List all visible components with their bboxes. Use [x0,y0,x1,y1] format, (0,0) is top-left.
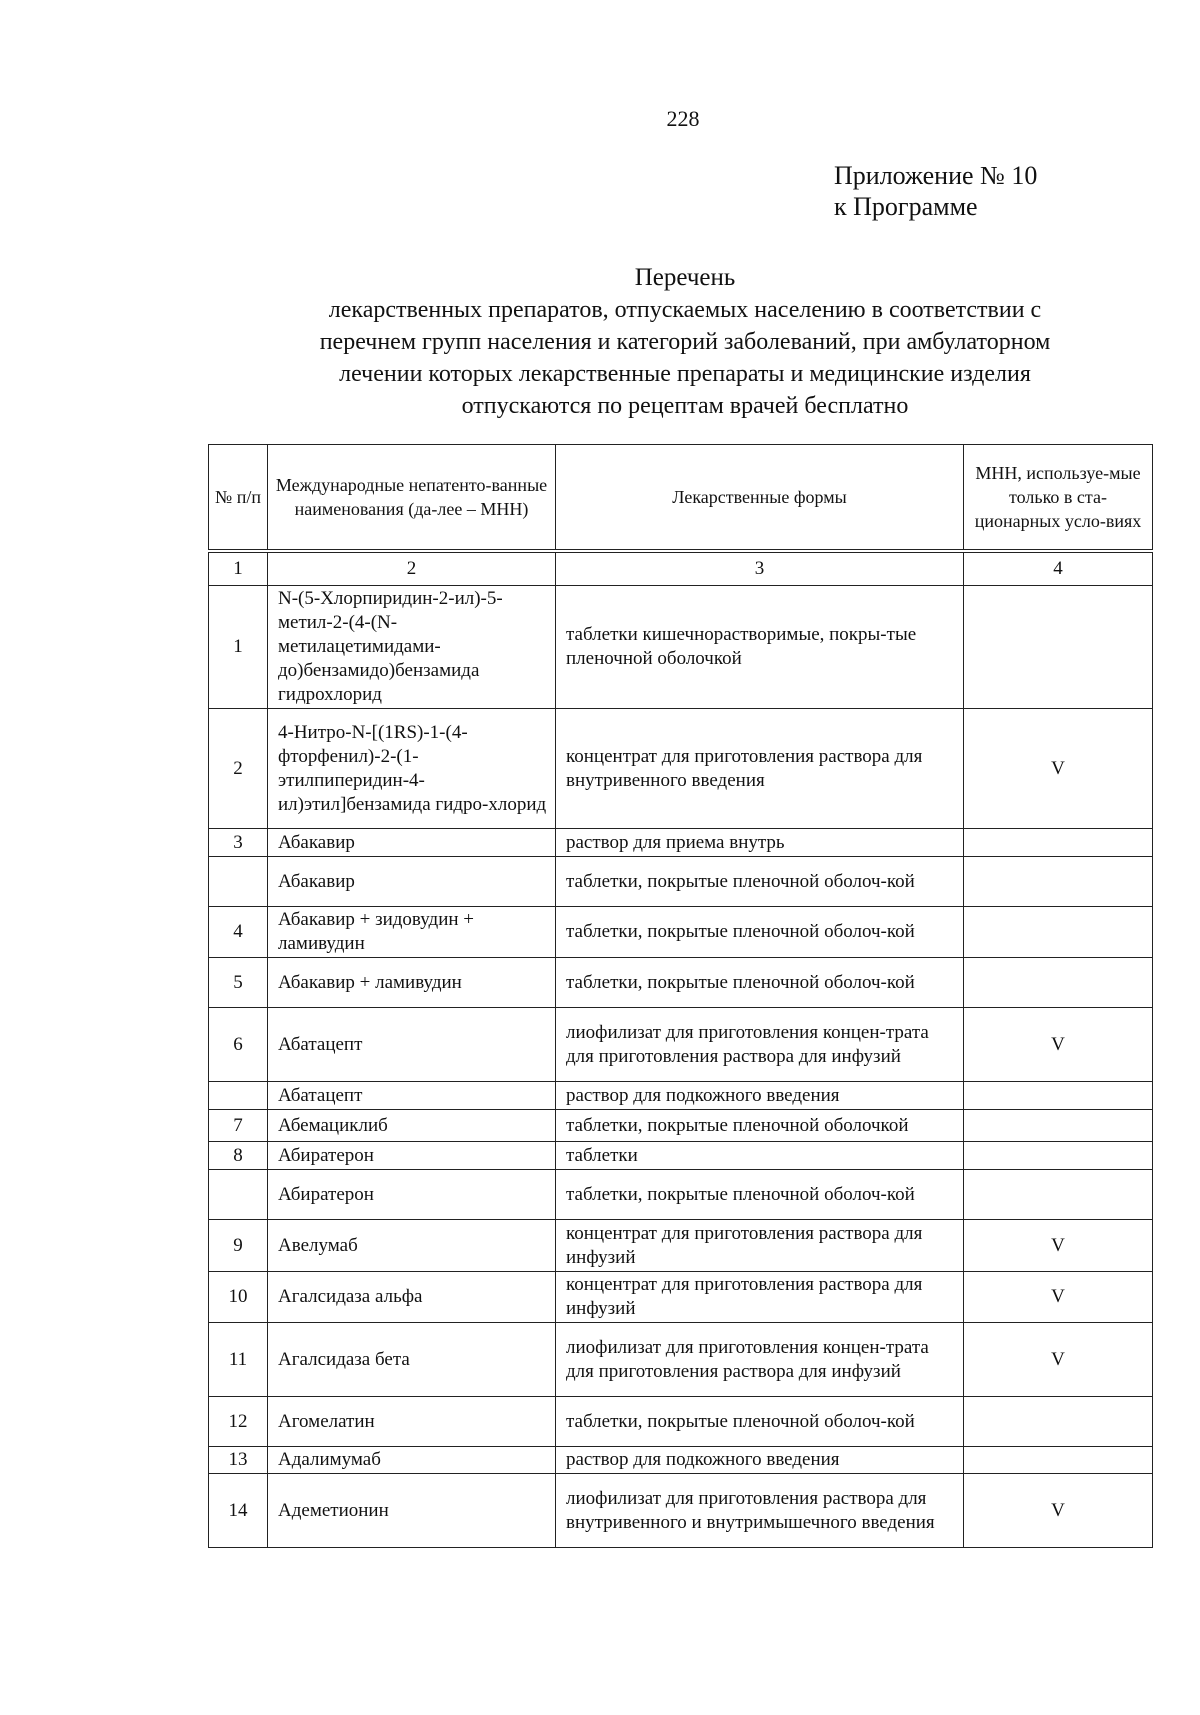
row-number [209,1082,268,1110]
row-number [209,857,268,907]
table-header-row [209,445,1153,552]
drugs-table [208,444,1153,1548]
inpatient-mark [964,1397,1153,1447]
dosage-form: таблетки, покрытые пленочной оболоч-кой [556,907,964,958]
row-number: 13 [209,1447,268,1474]
row-number: 8 [209,1142,268,1170]
row-number: 3 [209,829,268,857]
dosage-form: таблетки [556,1142,964,1170]
inpatient-mark [964,857,1153,907]
table-row [209,1272,1153,1323]
inpatient-mark [964,1170,1153,1220]
dosage-form: таблетки, покрытые пленочной оболочкой [556,1110,964,1142]
inpatient-mark [964,1082,1153,1110]
table-row [209,907,1153,958]
dosage-form: лиофилизат для приготовления концен-трата для приготовления раствора для инфузий [556,1323,964,1397]
table-index-row [209,551,1153,586]
table-row [209,1082,1153,1110]
inpatient-mark [964,1110,1153,1142]
inpatient-mark: V [964,1323,1153,1397]
drug-name: Абакавир [268,829,556,857]
table-row [209,958,1153,1008]
drug-name: Абакавир + зидовудин + ламивудин [268,907,556,958]
drug-name: Адеметионин [268,1474,556,1548]
dosage-form: лиофилизат для приготовления раствора для внутривенного и внутримышечного введения [556,1474,964,1548]
drug-name: Абемациклиб [268,1110,556,1142]
drug-name: Агалсидаза бета [268,1323,556,1397]
row-number: 2 [209,709,268,829]
dosage-form: таблетки, покрытые пленочной оболоч-кой [556,1397,964,1447]
drug-name: N-(5-Хлорпиридин-2-ил)-5-метил-2-(4-(N-метилацетимидами-до)бензамидо)бензамида гидрохлорид [268,586,556,709]
row-number: 7 [209,1110,268,1142]
index-cell: 3 [556,551,964,586]
document-title [230,262,1140,422]
drug-name: Абакавир + ламивудин [268,958,556,1008]
dosage-form: концентрат для приготовления раствора для внутривенного введения [556,709,964,829]
inpatient-mark [964,829,1153,857]
table-body [209,586,1153,1548]
dosage-form: концентрат для приготовления раствора для инфузий [556,1272,964,1323]
inpatient-mark [964,907,1153,958]
page-number: 228 [666,106,700,131]
drug-name: Абатацепт [268,1008,556,1082]
inpatient-mark: V [964,1474,1153,1548]
index-cell: 1 [209,551,268,586]
inpatient-mark: V [964,1220,1153,1272]
header-inn: Международные непатенто-ванные наименования (да-лее – МНН) [268,445,556,552]
dosage-form: таблетки, покрытые пленочной оболоч-кой [556,1170,964,1220]
drug-name: 4-Нитро-N-[(1RS)-1-(4-фторфенил)-2-(1-этилпиперидин-4-ил)этил]бензамида гидро-хлорид [268,709,556,829]
title-line-1: лекарственных препаратов, отпускаемых населению в соответствии с [328,297,1042,323]
row-number: 11 [209,1323,268,1397]
index-cell: 4 [964,551,1153,586]
dosage-form: раствор для приема внутрь [556,829,964,857]
table-row [209,1110,1153,1142]
table-row [209,1008,1153,1082]
table-row [209,1447,1153,1474]
dosage-form: таблетки кишечнорастворимые, покры-тые пленочной оболочкой [556,586,964,709]
header-number: № п/п [209,445,268,552]
row-number [209,1170,268,1220]
header-dosage-forms: Лекарственные формы [556,445,964,552]
dosage-form: таблетки, покрытые пленочной оболоч-кой [556,958,964,1008]
table-row [209,1170,1153,1220]
inpatient-mark [964,1447,1153,1474]
table-row [209,1397,1153,1447]
dosage-form: раствор для подкожного введения [556,1082,964,1110]
drug-name: Абиратерон [268,1142,556,1170]
appendix-line-2: к Программе [834,192,978,221]
appendix-note [834,160,1037,222]
inpatient-mark: V [964,709,1153,829]
dosage-form: концентрат для приготовления раствора для инфузий [556,1220,964,1272]
dosage-form: раствор для подкожного введения [556,1447,964,1474]
row-number: 10 [209,1272,268,1323]
drug-name: Абатацепт [268,1082,556,1110]
row-number: 12 [209,1397,268,1447]
inpatient-mark [964,958,1153,1008]
dosage-form: таблетки, покрытые пленочной оболоч-кой [556,857,964,907]
inpatient-mark: V [964,1008,1153,1082]
table-row [209,709,1153,829]
row-number: 9 [209,1220,268,1272]
inpatient-mark [964,586,1153,709]
table-row [209,829,1153,857]
title-line-3: лечении которых лекарственные препараты и медицинские изделия [339,361,1031,387]
drug-name: Агалсидаза альфа [268,1272,556,1323]
appendix-line-1: Приложение № 10 [834,161,1038,190]
title-heading: Перечень [634,264,736,291]
drug-name: Абакавир [268,857,556,907]
title-line-2: перечнем групп населения и категорий заболеваний, при амбулаторном [319,329,1051,355]
inpatient-mark: V [964,1272,1153,1323]
title-line-4: отпускаются по рецептам врачей бесплатно [461,393,909,419]
table-row [209,586,1153,709]
row-number: 6 [209,1008,268,1082]
drug-name: Адалимумаб [268,1447,556,1474]
table-row [209,1323,1153,1397]
table-row [209,857,1153,907]
row-number: 14 [209,1474,268,1548]
table-row [209,1474,1153,1548]
header-inpatient-only: МНН, используе-мые только в ста-ционарных усло-виях [964,445,1153,552]
drug-name: Авелумаб [268,1220,556,1272]
row-number: 5 [209,958,268,1008]
table-row [209,1142,1153,1170]
dosage-form: лиофилизат для приготовления концен-трата для приготовления раствора для инфузий [556,1008,964,1082]
row-number: 4 [209,907,268,958]
inpatient-mark [964,1142,1153,1170]
row-number: 1 [209,586,268,709]
table-row [209,1220,1153,1272]
drug-name: Абиратерон [268,1170,556,1220]
drug-name: Агомелатин [268,1397,556,1447]
index-cell: 2 [268,551,556,586]
